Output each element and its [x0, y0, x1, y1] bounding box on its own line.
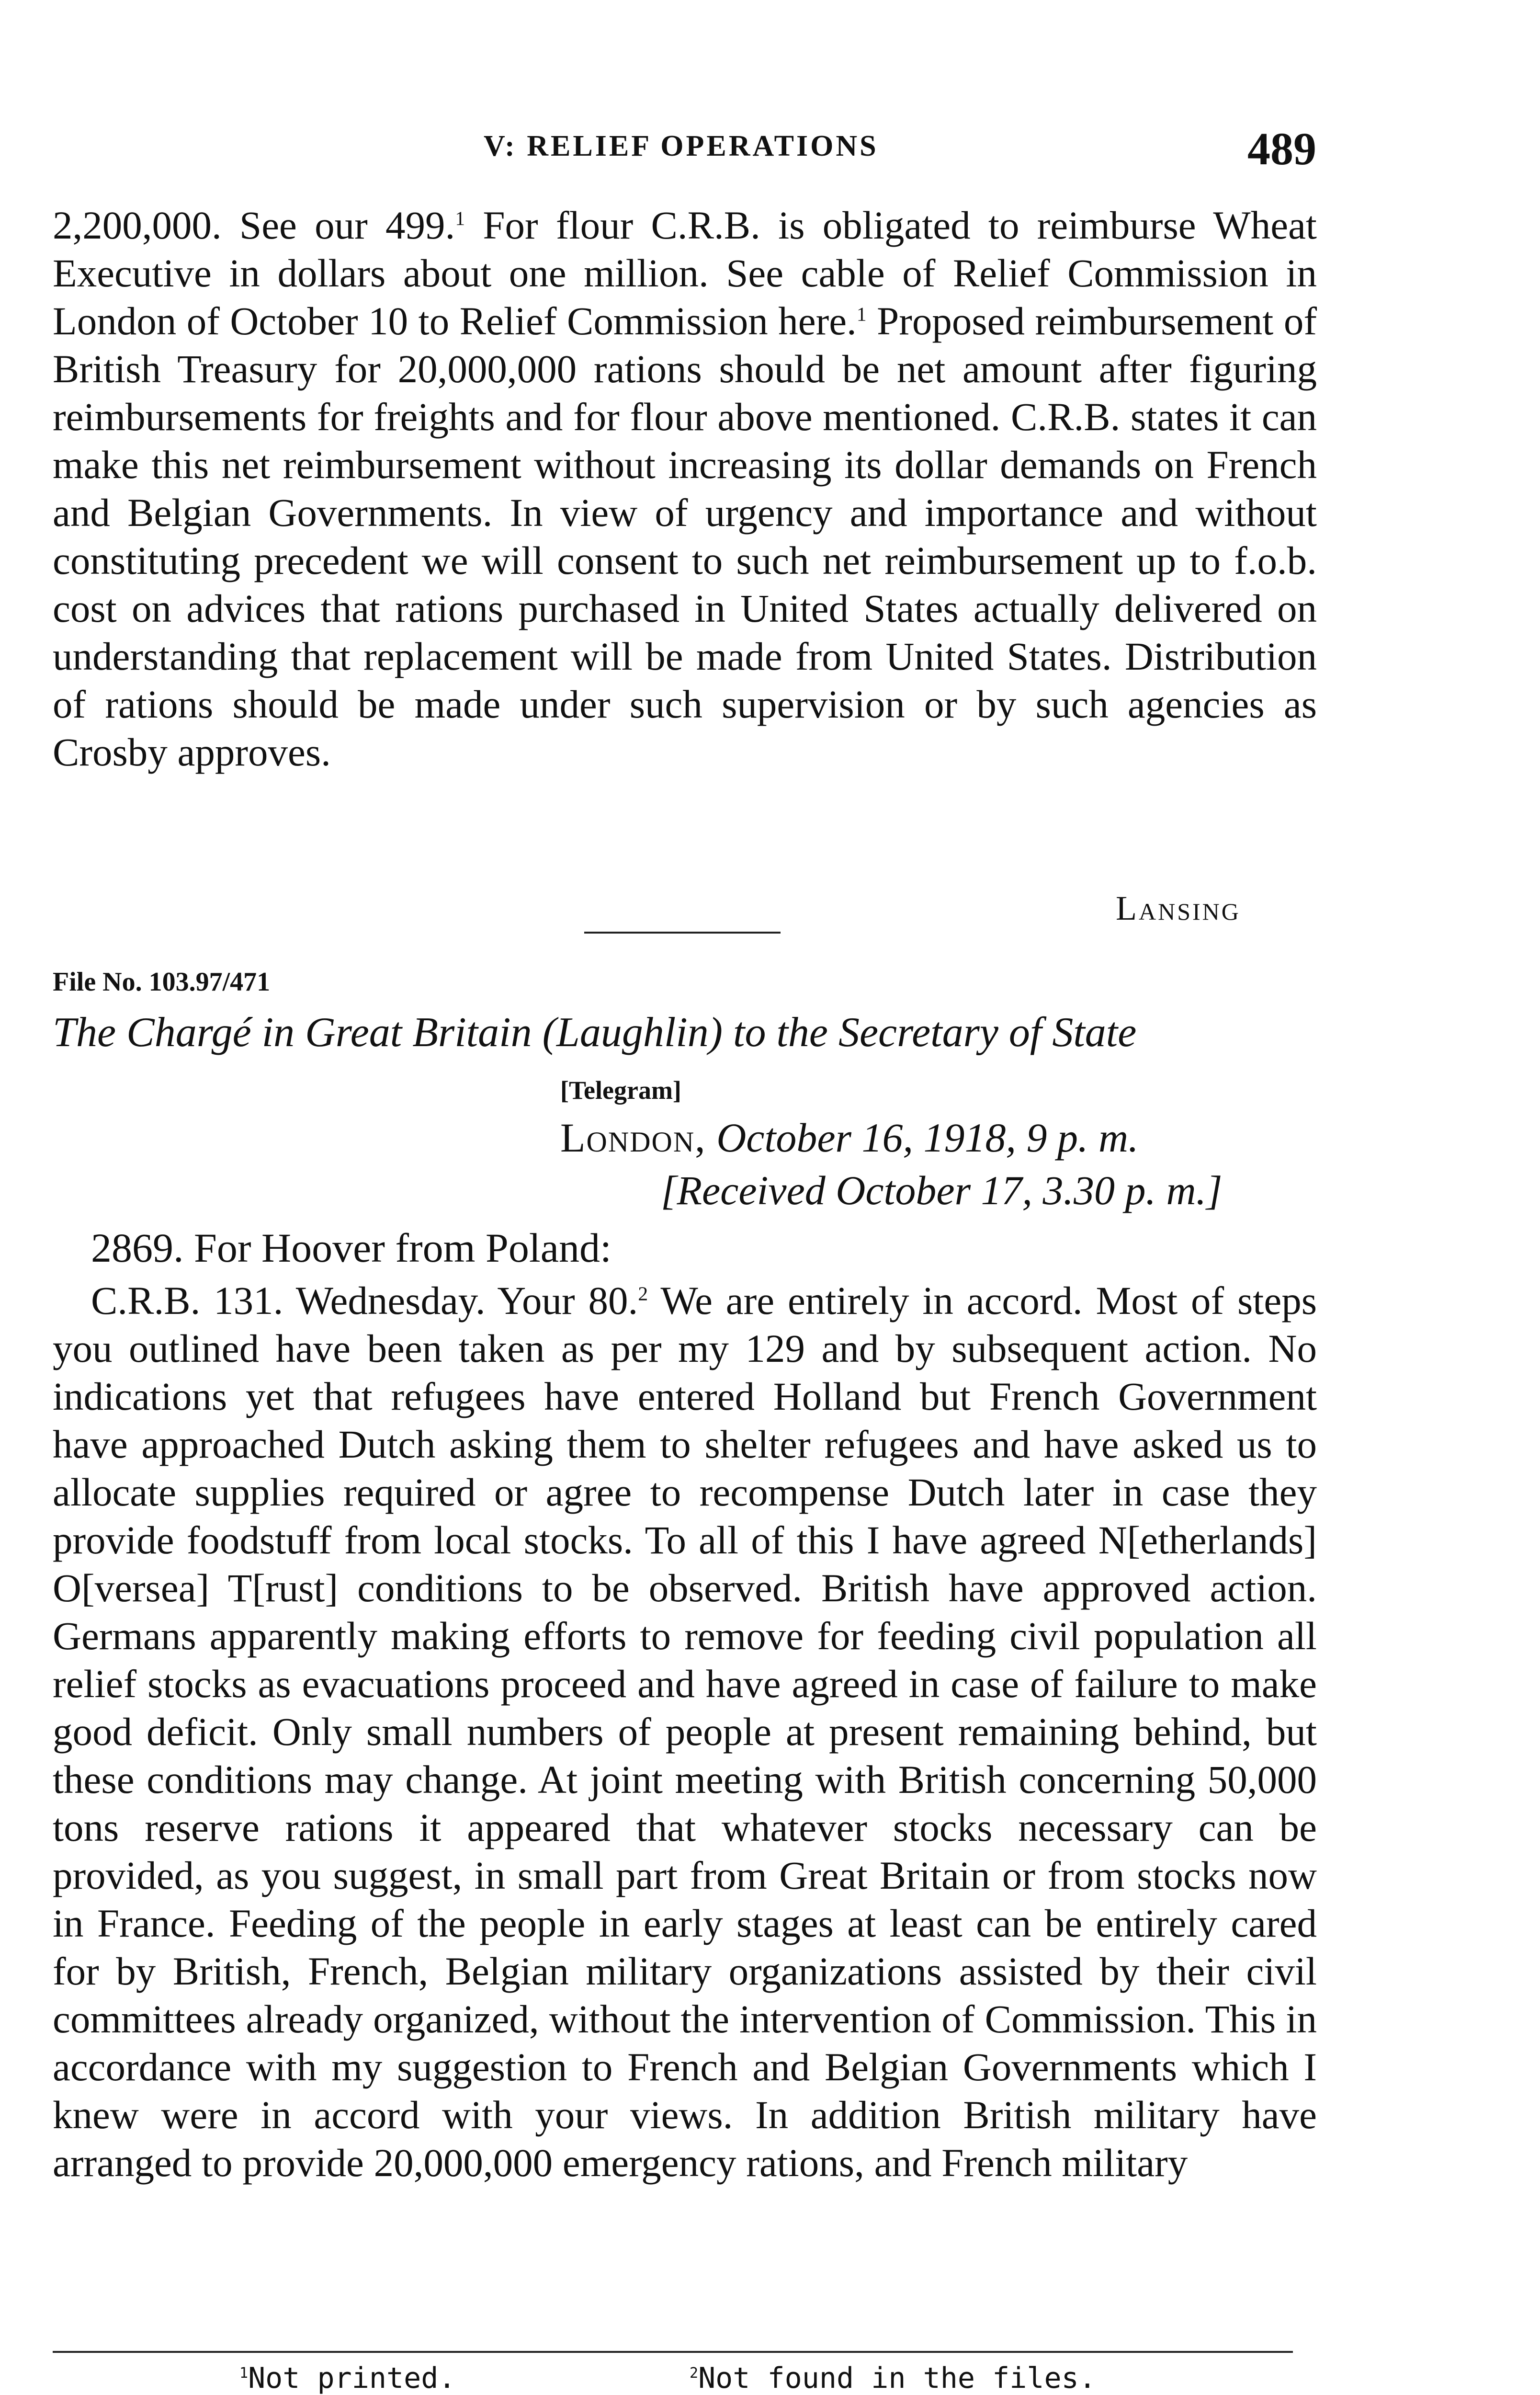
page-number: 489	[1247, 123, 1316, 174]
section-divider	[584, 932, 781, 934]
continued-paragraph	[53, 201, 1317, 776]
footnote-mark: 1	[239, 2365, 249, 2382]
signature: Lansing	[1116, 889, 1241, 927]
continued-text-c: Proposed reimbursement of British Treasury for 20,000,000 rations should be net amount after figuring reimbursements for freights and for flour above mentioned. C.R.B. states it can make this net reimbursement without increasing its dollar demands on French and Belgian Governments. In view of urgency and importance and without constituting precedent we will consent to such net reimbursement up to f.o.b. cost on advices that rations purchased in United States actually delivered on understanding that replacement will be made from United States. Distribution of rations should be made under such supervision or by such agencies as Crosby approves.	[53, 299, 1317, 774]
continued-text-b: For flour C.R.B. is obligated to reimburse Wheat Executive in dollars about one million. See cable of Relief Commission in London of October 10 to Relief Commission here.	[53, 203, 1317, 343]
telegram-body	[53, 1277, 1317, 2187]
footnote-text: Not found in the files.	[698, 2361, 1096, 2395]
dateline-date: October 16, 1918, 9 p. m.	[706, 1115, 1139, 1161]
footnote-ref: 1	[856, 303, 867, 325]
footnote-ref: 1	[455, 207, 465, 229]
telegram-number: 2869. For Hoover from Poland:	[91, 1225, 611, 1271]
received-line: [Received October 17, 3.30 p. m.]	[661, 1167, 1223, 1213]
document-title: The Chargé in Great Britain (Laughlin) to the Secretary of State	[53, 1009, 1137, 1056]
footnote-rule	[53, 2351, 1293, 2353]
telegram-body-a: C.R.B. 131. Wednesday. Your 80.	[91, 1278, 638, 1323]
footnote-1	[239, 2361, 456, 2395]
footnote-text: Not printed.	[248, 2361, 456, 2395]
telegram-body-b: We are entirely in accord. Most of steps you outlined have been taken as per my 129 and by subsequent action. No indications yet that refugees have entered Holland but French Government have approached Dutch asking them to shelter refugees and have asked us to allocate supplies required or agree to recompense Dutch later in case they provide foodstuff from local stocks. To all of this I have agreed N[etherlands] O[versea] T[rust] conditions to be observed. British have approved action. Germans apparently making efforts to remove for feeding civil population all relief stocks as evacuations proceed and have agreed in case of failure to make good deficit. Only small numbers of people at present remaining behind, but these conditions may change. At joint meeting with British concerning 50,000 tons reserve rations it appeared that whatever stocks necessary can be provided, as you suggest, in small part from Great Britain or from stocks now in France. Feeding of the people in early stages at least can be entirely cared for by British, French, Belgian military organizations assisted by their civil committees already organized, without the intervention of Commission. This in accordance with my suggestion to French and Belgian Governments which I knew were in accord with your views. In addition British military have arranged to provide 20,000,000 emergency rations, and French military	[53, 1278, 1317, 2185]
document-type: [Telegram]	[560, 1076, 681, 1105]
footnote-ref: 2	[638, 1282, 648, 1305]
continued-text-a: 2,200,000. See our 499.	[53, 203, 455, 247]
running-head: V: RELIEF OPERATIONS	[484, 130, 879, 162]
footnote-2	[690, 2361, 1096, 2395]
dateline-place: London,	[560, 1115, 706, 1161]
footnote-mark: 2	[690, 2365, 699, 2382]
dateline	[560, 1114, 1139, 1162]
file-number: File No. 103.97/471	[53, 967, 271, 997]
